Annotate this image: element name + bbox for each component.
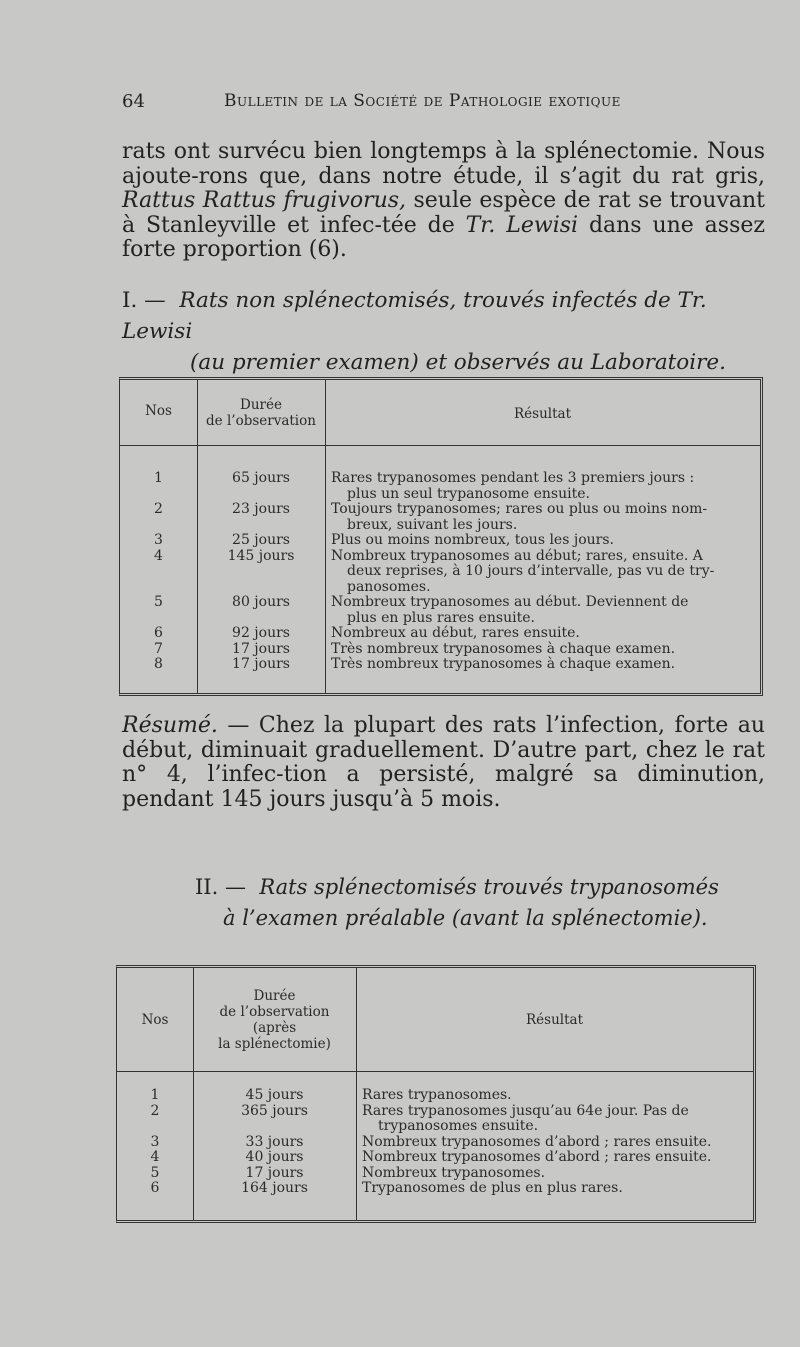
table1-row-resultat: Toujours trypanosomes; rares ou plus ou moins nom- — [331, 501, 708, 517]
table2-row-no: 5 — [150, 1164, 160, 1181]
section-1-title-line2: (au premier examen) et observés au Laboratoire. — [190, 350, 726, 375]
section-1-heading — [122, 285, 765, 378]
table1-row-resultat: Très nombreux trypanosomes à chaque examen. — [331, 640, 676, 657]
intro-text-1: rats ont survécu bien longtemps à la splénectomie. Nous ajoute-rons que, dans notre étude, il s’agit du rat gris, — [122, 139, 765, 189]
section-2-title-line2: à l’examen préalable (avant la splénectomie). — [223, 906, 708, 930]
table2-header-duree-line: la splénectomie) — [218, 1036, 331, 1052]
intro-paragraph — [122, 140, 765, 263]
table2-row-resultat: Rares trypanosomes jusqu’au 64e jour. Pas de — [362, 1102, 689, 1119]
section-1-title-a: Rats non splénectomisés, trouvés infectés de — [179, 288, 671, 313]
table1-row-no: 5 — [154, 594, 163, 610]
table2-row-no: 6 — [150, 1180, 160, 1196]
parasite-name: Tr. Lewisi — [465, 212, 579, 238]
table1-row-resultat: breux, suivant les jours. — [347, 516, 518, 533]
table2-row-no: 2 — [150, 1102, 160, 1119]
table1-header-duree-line: Durée — [240, 397, 282, 413]
table1-row-duree: 25 jours — [232, 532, 290, 548]
table1-row-resultat: plus un seul trypanosome ensuite. — [347, 485, 590, 502]
table2-row-duree: 164 jours — [241, 1180, 308, 1196]
table1-row-resultat: Rares trypanosomes pendant les 3 premiers jours : — [331, 470, 695, 486]
table1-row-duree: 65 jours — [232, 470, 290, 486]
section-1-numeral: I. — — [122, 288, 166, 313]
table1-row-resultat: Nombreux au début, rares ensuite. — [331, 625, 580, 641]
table1-row-no: 8 — [154, 656, 163, 672]
resume-label: Résumé. — [122, 713, 218, 738]
table1-row-resultat: Nombreux trypanosomes au début; rares, ensuite. A — [331, 547, 703, 564]
table1-row-resultat: Très nombreux trypanosomes à chaque examen. — [331, 656, 676, 672]
table1-row-duree: 23 jours — [232, 501, 290, 517]
table2-row-resultat: trypanosomes ensuite. — [378, 1118, 539, 1134]
table1-row-resultat: Plus ou moins nombreux, tous les jours. — [331, 532, 614, 548]
table2-row-duree: 45 jours — [245, 1087, 304, 1103]
table2-row-resultat: Trypanosomes de plus en plus rares. — [362, 1180, 623, 1196]
table-2-header-no: Nos — [141, 1012, 169, 1028]
page-number: 64 — [122, 91, 145, 112]
table1-header-duree-line: de l’observation — [206, 413, 316, 429]
table2-row-duree: 365 jours — [241, 1102, 308, 1119]
table1-row-no: 1 — [154, 470, 163, 486]
table2-row-resultat: Nombreux trypanosomes. — [362, 1164, 546, 1181]
table1-row-no: 7 — [154, 640, 163, 657]
table1-row-duree: 145 jours — [227, 547, 295, 564]
table2-header-duree-line: Durée — [253, 988, 296, 1004]
table2-row-duree: 40 jours — [245, 1149, 304, 1165]
table2-row-no: 3 — [150, 1133, 160, 1150]
table-2 — [116, 965, 756, 1223]
table1-row-resultat: Nombreux trypanosomes au début. Deviennent de — [331, 594, 689, 610]
table2-row-duree: 33 jours — [245, 1133, 304, 1150]
table1-row-no: 6 — [154, 625, 163, 641]
resume-text: — Chez la plupart des rats l’infection, forte au début, diminuait graduellement. D’autre part, chez le rat n° 4, l’infec-tion a persisté, malgré sa diminution, pendant 145 jours jusqu’à 5 mois. — [122, 713, 765, 812]
species-name: Rattus Rattus frugivorus, — [122, 188, 407, 213]
intro-text-2: seule espèce de rat se trouvant à Stanleyville et infec-tée de — [122, 188, 765, 238]
table1-row-duree: 92 jours — [232, 625, 290, 641]
table1-row-resultat: deux reprises, à 10 jours d’intervalle, pas vu de try- — [347, 563, 715, 579]
table-1-header-duree — [197, 397, 325, 429]
table-1-header-no: Nos — [145, 403, 172, 419]
table-2-header-duree — [193, 988, 356, 1052]
section-2-title-line1: Rats splénectomisés trouvés trypanosomés — [259, 875, 719, 899]
intro-text-3: dans une assez forte proportion (6). — [122, 212, 765, 262]
table2-row-no: 1 — [150, 1087, 160, 1103]
table1-row-resultat: plus en plus rares ensuite. — [347, 609, 535, 626]
table1-row-duree: 80 jours — [232, 594, 290, 610]
resume-paragraph — [122, 714, 765, 812]
table1-row-duree: 17 jours — [232, 640, 290, 657]
table-1 — [119, 377, 763, 696]
table1-row-no: 2 — [154, 501, 163, 517]
section-2-numeral: II. — — [195, 875, 246, 899]
table2-header-duree-line: (après — [252, 1020, 297, 1036]
table2-row-resultat: Nombreux trypanosomes d’abord ; rares ensuite. — [362, 1149, 712, 1165]
table2-row-resultat: Rares trypanosomes. — [362, 1087, 512, 1103]
section-2-heading — [195, 872, 755, 934]
table-2-header-resultat: Résultat — [526, 1012, 583, 1028]
table2-header-duree-line: de l’observation — [219, 1004, 330, 1020]
section-1-title-b: Tr. Lewisi — [122, 288, 707, 344]
table1-row-no: 4 — [154, 547, 163, 564]
table2-row-duree: 17 jours — [245, 1164, 304, 1181]
table2-row-no: 4 — [150, 1149, 160, 1165]
table1-row-duree: 17 jours — [232, 656, 290, 672]
table1-row-no: 3 — [154, 532, 163, 548]
table-1-header-resultat: Résultat — [514, 406, 571, 422]
table2-row-resultat: Nombreux trypanosomes d’abord ; rares ensuite. — [362, 1133, 712, 1150]
table1-row-resultat: panosomes. — [347, 578, 431, 595]
journal-title: Bulletin de la Société de Pathologie exotique — [224, 91, 621, 111]
